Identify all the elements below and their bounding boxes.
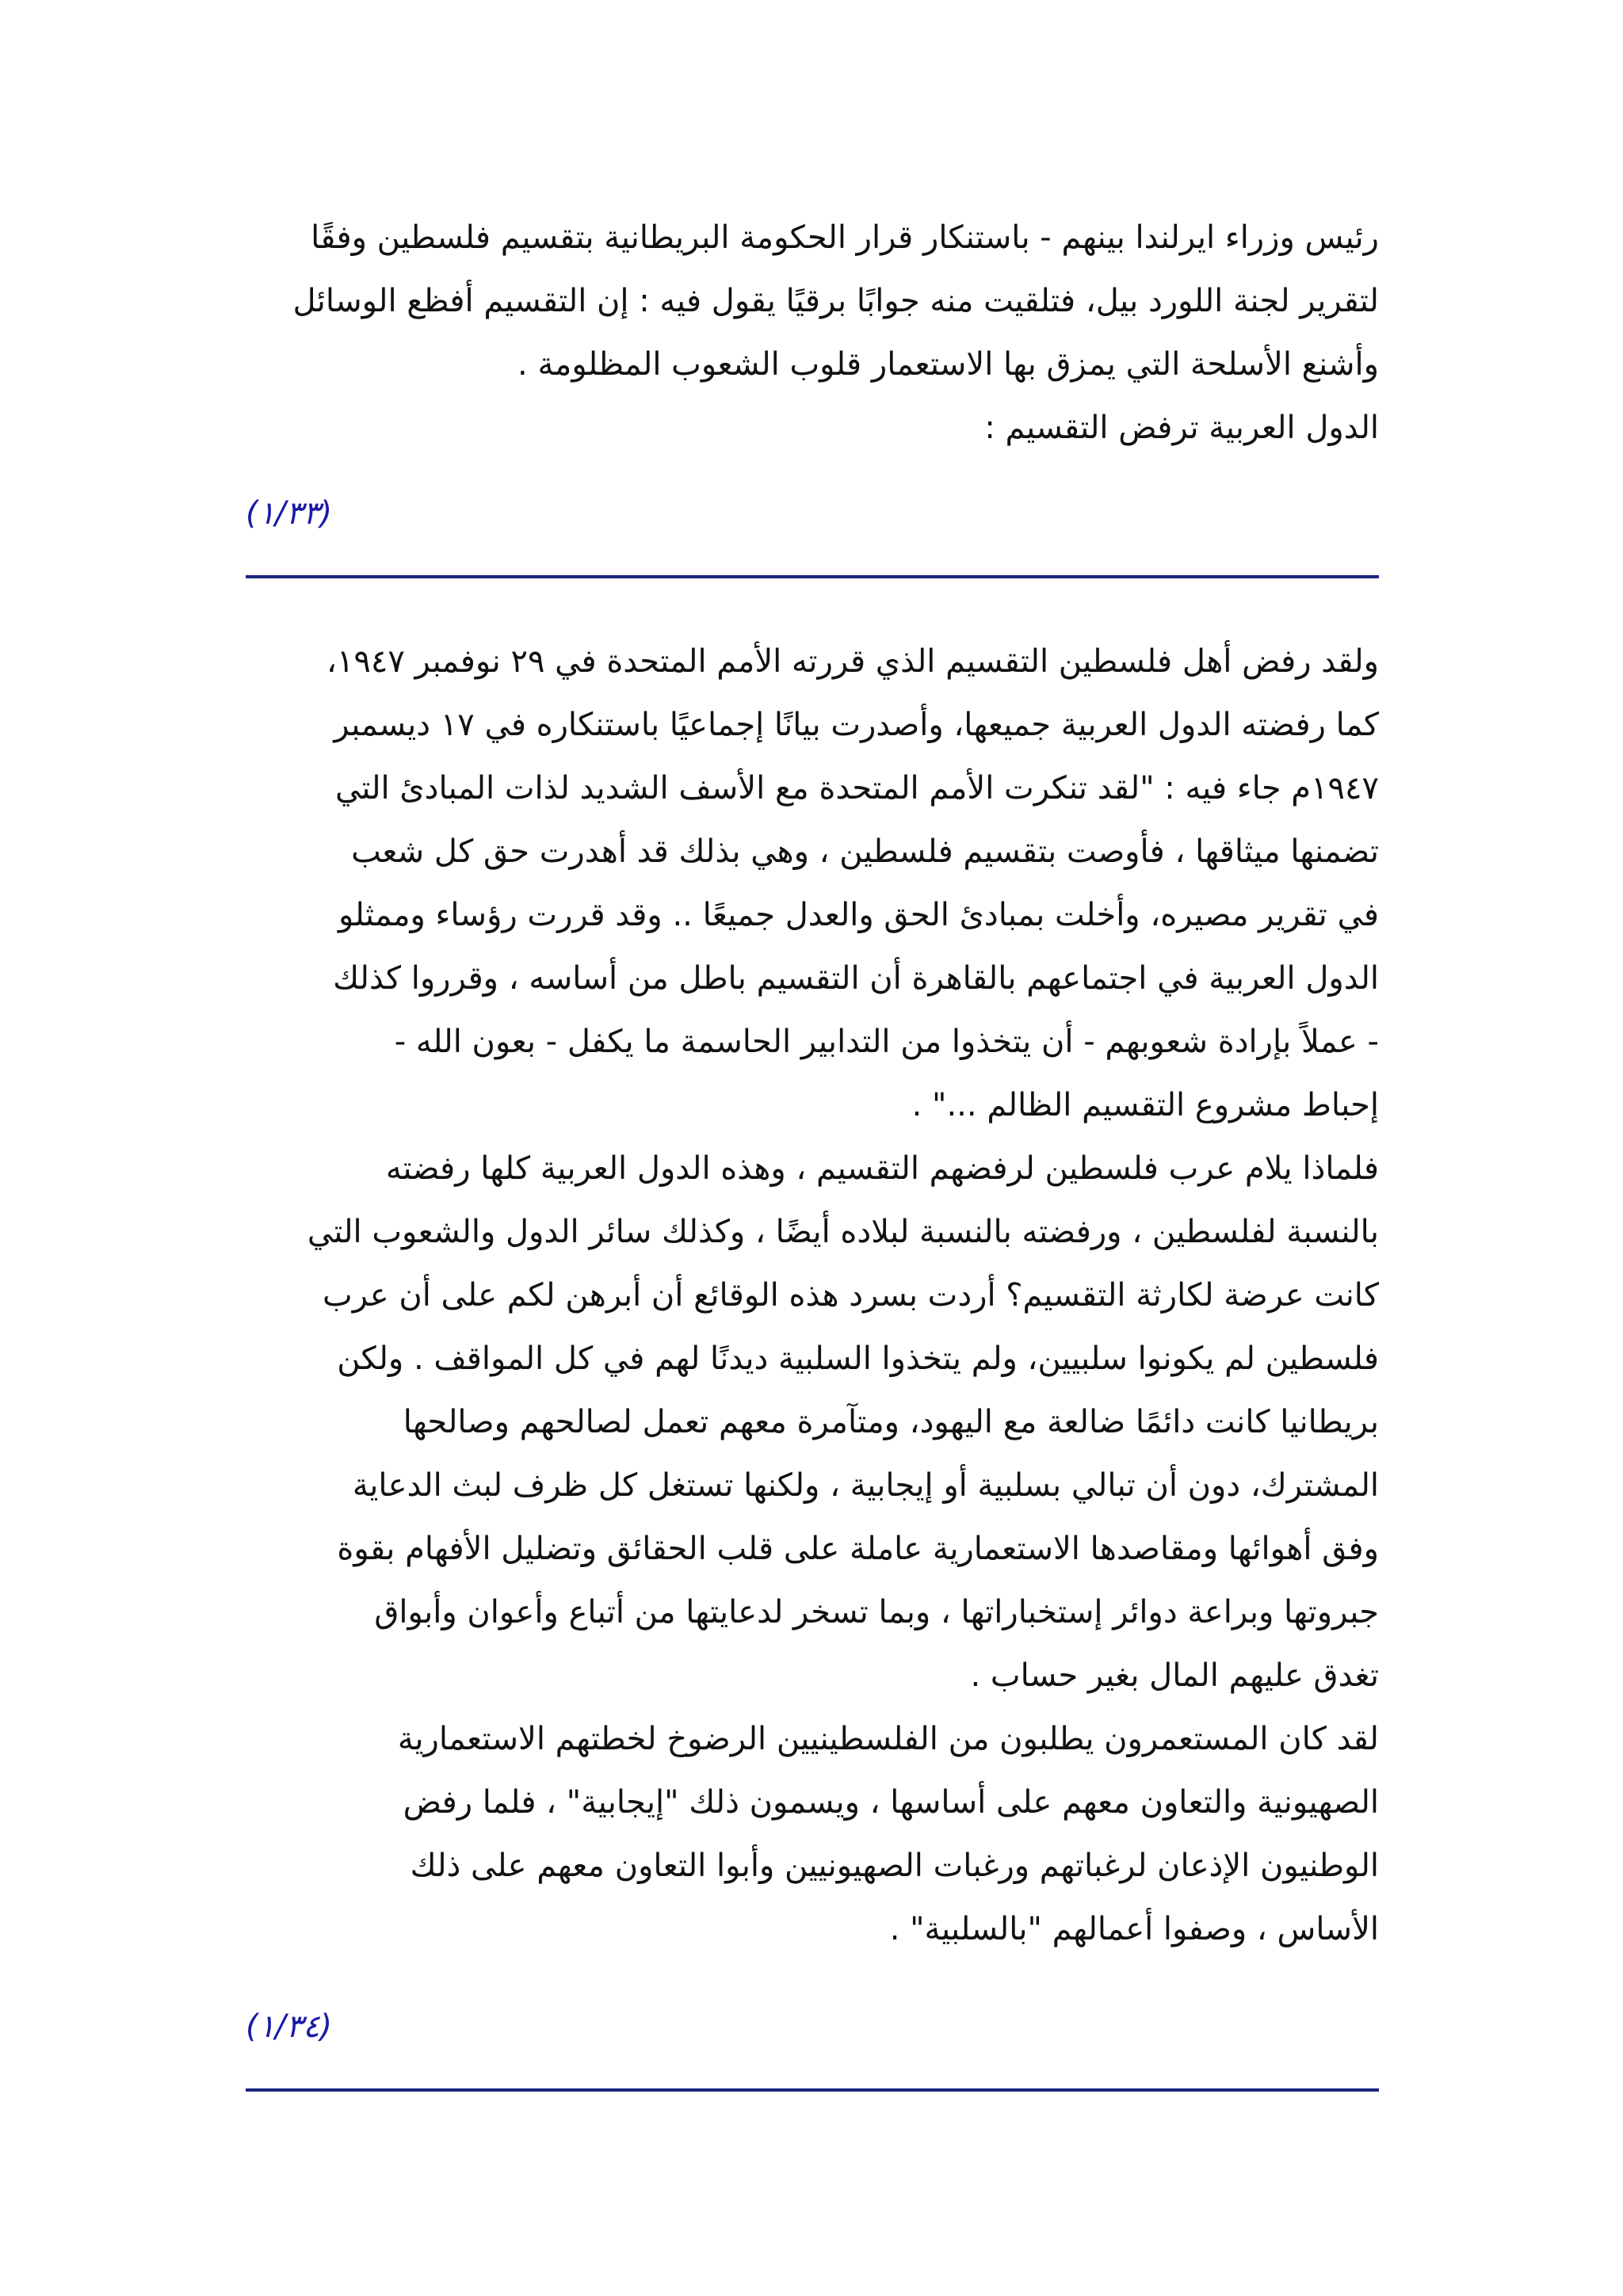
text-line: لقد كان المستعمرون يطلبون من الفلسطينيين الرضوخ لخطتهم الاستعمارية [397, 1721, 1379, 1757]
text-line: جبروتها وبراعة دوائر إستخباراتها ، وبما تسخر لدعايتها من أتباع وأعوان وأبواق [374, 1594, 1379, 1630]
text-line: ١٩٤٧م جاء فيه : "لقد تنكرت الأمم المتحدة مع الأسف الشديد لذات المبادئ التي [334, 770, 1379, 807]
text-line: - عملاً بإرادة شعوبهم - أن يتخذوا من التدابير الحاسمة ما يكفل - بعون الله - [394, 1024, 1379, 1060]
text-line: الصهيونية والتعاون معهم على أساسها ، ويسمون ذلك "إيجابية" ، فلما رفض [403, 1784, 1379, 1821]
text-line: بالنسبة لفلسطين ، ورفضته بالنسبة لبلاده أيضًا ، وكذلك سائر الدول والشعوب التي [307, 1214, 1379, 1250]
text-line: بريطانيا كانت دائمًا ضالعة مع اليهود، ومتآمرة معهم تعمل لصالحهم وصالحها [403, 1404, 1379, 1440]
document-page [246, 0, 1379, 2296]
text-line: الأساس ، وصفوا أعمالهم "بالسلبية" . [889, 1911, 1379, 1947]
text-line: الدول العربية في اجتماعهم بالقاهرة أن التقسيم باطل من أساسه ، وقرروا كذلك [333, 960, 1379, 997]
text-line: فلماذا يلام عرب فلسطين لرفضهم التقسيم ، وهذه الدول العربية كلها رفضته [385, 1150, 1379, 1187]
paragraph-block-2 [246, 630, 1379, 1961]
text-line: لتقرير لجنة اللورد بيل، فتلقيت منه جوابًا برقيًا يقول فيه : إن التقسيم أفظع الوسائل [292, 283, 1379, 319]
page-divider [246, 2088, 1379, 2092]
text-line: تغدق عليهم المال بغير حساب . [970, 1657, 1379, 1694]
text-line: تضمنها ميثاقها ، فأوصت بتقسيم فلسطين ، وهي بذلك قد أهدرت حق كل شعب [351, 833, 1379, 870]
text-line: رئيس وزراء ايرلندا بينهم - باستنكار قرار الحكومة البريطانية بتقسيم فلسطين وفقًا [311, 219, 1379, 256]
text-line: فلسطين لم يكونوا سلبيين، ولم يتخذوا السلبية ديدنًا لهم في كل المواقف . ولكن [337, 1341, 1379, 1377]
text-line: في تقرير مصيره، وأخلت بمبادئ الحق والعدل جميعًا .. وقد قررت رؤساء وممثلو [338, 897, 1379, 933]
page-number-marker: (١/٣٤) [246, 2008, 333, 2045]
paragraph-block-1 [246, 206, 1379, 460]
text-line: المشترك، دون أن تبالي بسلبية أو إيجابية ، ولكنها تستغل كل ظرف لبث الدعاية [352, 1467, 1379, 1504]
text-line: ولقد رفض أهل فلسطين التقسيم الذي قررته الأمم المتحدة في ٢٩ نوفمبر ١٩٤٧، [326, 643, 1379, 680]
text-line: إحباط مشروع التقسيم الظالم ..." . [911, 1087, 1379, 1123]
text-line: كما رفضته الدول العربية جميعها، وأصدرت بيانًا إجماعيًا باستنكاره في ١٧ ديسمبر [334, 707, 1379, 743]
section-heading: الدول العربية ترفض التقسيم : [984, 410, 1379, 446]
page-number-marker: (١/٣٣) [246, 495, 333, 532]
text-line: وفق أهوائها ومقاصدها الاستعمارية عاملة على قلب الحقائق وتضليل الأفهام بقوة [337, 1531, 1379, 1567]
text-line: وأشنع الأسلحة التي يمزق بها الاستعمار قلوب الشعوب المظلومة . [517, 346, 1379, 383]
text-line: كانت عرضة لكارثة التقسيم؟ أردت بسرد هذه الوقائع أن أبرهن لكم على أن عرب [323, 1277, 1379, 1314]
page-divider [246, 575, 1379, 578]
text-line: الوطنيون الإذعان لرغباتهم ورغبات الصهيونيين وأبوا التعاون معهم على ذلك [410, 1848, 1379, 1884]
